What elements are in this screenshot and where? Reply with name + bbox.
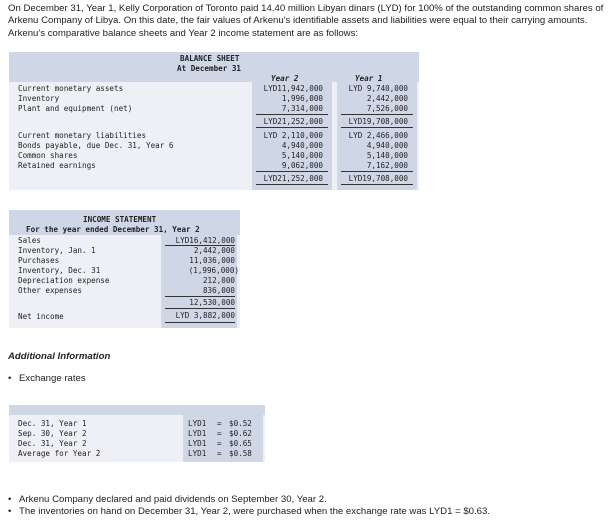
rate-unit-3: LYD1 (188, 439, 207, 448)
inventory-rate-bullet (8, 506, 491, 518)
is-label-other-expenses: Other expenses (18, 286, 83, 295)
rate-date-1: Dec. 31, Year 1 (18, 419, 87, 428)
bs-label-current-monetary-liabilities: Current monetary liabilities (18, 131, 147, 140)
bs-total-le-y1: LYD19,708,000 (348, 174, 408, 183)
exchange-rates-label: Exchange rates (19, 373, 86, 384)
balance-sheet-panel (9, 52, 419, 190)
dividends-text: Arkenu Company declared and paid dividends on September 30, Year 2. (19, 494, 327, 505)
rate-eq-1: = (217, 419, 222, 428)
bs-y2-inventory: 1,996,000 (281, 94, 323, 103)
le-double-underline-y2 (256, 184, 328, 185)
bs-y1-retained-earnings: 7,162,000 (366, 161, 408, 170)
is-value-other-expenses: 836,000 (202, 286, 235, 295)
is-label-depreciation: Depreciation expense (18, 276, 110, 285)
rate-value-4: $0.58 (229, 449, 252, 458)
net-income-double-underline (165, 322, 235, 323)
expenses-underline (165, 296, 235, 297)
is-label-net-income: Net income (18, 312, 64, 321)
rate-eq-2: = (217, 429, 222, 438)
rate-date-2: Sep. 30, Year 2 (18, 429, 87, 438)
bs-y1-current-monetary-liabilities: LYD 2,466,000 (348, 131, 408, 140)
rate-value-1: $0.52 (229, 419, 252, 428)
bs-label-retained-earnings: Retained earnings (18, 161, 96, 170)
income-statement-title: INCOME STATEMENT (83, 215, 157, 224)
is-label-inventory-jan1: Inventory, Jan. 1 (18, 246, 96, 255)
bs-total-assets-y1: LYD19,708,000 (348, 117, 408, 126)
bs-y2-current-monetary-liabilities: LYD 2,110,000 (263, 131, 323, 140)
bs-label-common-shares: Common shares (18, 151, 78, 160)
rate-unit-2: LYD1 (188, 429, 207, 438)
bs-y1-inventory: 2,442,000 (366, 94, 408, 103)
rate-date-4: Average for Year 2 (18, 449, 101, 458)
rate-value-2: $0.62 (229, 429, 252, 438)
rate-date-3: Dec. 31, Year 2 (18, 439, 87, 448)
bs-label-plant-equipment: Plant and equipment (net) (18, 104, 133, 113)
is-value-inventory-dec31: (1,996,000) (188, 266, 239, 275)
bs-y2-current-monetary-assets: LYD11,942,000 (263, 84, 323, 93)
bullet-icon: • (8, 373, 12, 384)
bs-y2-common-shares: 5,140,000 (281, 151, 323, 160)
rate-unit-1: LYD1 (188, 419, 207, 428)
bs-total-assets-y2: LYD21,252,000 (263, 117, 323, 126)
bs-y1-plant-equipment: 7,526,000 (366, 104, 408, 113)
is-total-expenses: 12,530,000 (189, 298, 235, 307)
dividends-bullet (8, 494, 327, 506)
is-value-inventory-jan1: 2,442,000 (193, 246, 235, 255)
bs-y1-common-shares: 5,140,000 (366, 151, 408, 160)
bs-total-le-y2: LYD21,252,000 (263, 174, 323, 183)
additional-information-heading: Additional Information (8, 351, 111, 362)
is-value-sales: LYD16,412,000 (175, 236, 235, 245)
assets-underline-y1 (341, 114, 413, 115)
is-value-net-income: LYD 3,882,000 (175, 311, 235, 320)
assets-underline-y2 (256, 114, 328, 115)
income-statement-panel (9, 210, 240, 328)
bs-y2-bonds-payable: 4,940,000 (281, 141, 323, 150)
assets-double-underline-y2 (256, 127, 328, 128)
rate-eq-4: = (217, 449, 222, 458)
is-label-sales: Sales (18, 236, 41, 245)
balance-sheet-title: BALANCE SHEET (180, 54, 240, 63)
is-label-purchases: Purchases (18, 256, 60, 265)
bs-y2-plant-equipment: 7,314,000 (281, 104, 323, 113)
le-double-underline-y1 (341, 184, 413, 185)
is-value-purchases: 11,036,000 (189, 256, 235, 265)
le-underline-y1 (341, 171, 413, 172)
total-expenses-underline (165, 308, 235, 309)
inventory-rate-text: The inventories on hand on December 31, Year 2, were purchased when the exchange rate was LYD1 = $0.63. (19, 506, 491, 517)
exchange-rates-bullet (8, 373, 86, 385)
bs-label-bonds-payable: Bonds payable, due Dec. 31, Year 6 (18, 141, 174, 150)
income-statement-subtitle: For the year ended December 31, Year 2 (26, 225, 200, 234)
rate-unit-4: LYD1 (188, 449, 207, 458)
bs-y2-retained-earnings: 9,062,000 (281, 161, 323, 170)
bullet-icon: • (8, 494, 12, 505)
intro-paragraph: On December 31, Year 1, Kelly Corporation of Toronto paid 14.40 million Libyan dinars (LYD) for 100% of the outstanding common shares of Arkenu Company of Libya. On this date, the fair values of Arkenu's identifiable assets and liabilities were equal to their carrying amounts. Arkenu's comparative balance sheets and Year 2 income statement are as follows: (8, 3, 604, 39)
rate-eq-3: = (217, 439, 222, 448)
is-value-depreciation: 212,000 (202, 276, 235, 285)
bs-y1-current-monetary-assets: LYD 9,740,000 (348, 84, 408, 93)
rate-value-3: $0.65 (229, 439, 252, 448)
bs-y1-bonds-payable: 4,940,000 (366, 141, 408, 150)
bs-label-current-monetary-assets: Current monetary assets (18, 84, 124, 93)
year2-header: Year 2 (271, 74, 299, 83)
bullet-icon: • (8, 506, 12, 517)
balance-sheet-subtitle: At December 31 (177, 64, 242, 73)
bs-label-inventory: Inventory (18, 94, 60, 103)
year1-header: Year 1 (355, 74, 383, 83)
is-label-inventory-dec31: Inventory, Dec. 31 (18, 266, 101, 275)
exchange-rates-panel (9, 405, 265, 462)
assets-double-underline-y1 (341, 127, 413, 128)
le-underline-y2 (256, 171, 328, 172)
